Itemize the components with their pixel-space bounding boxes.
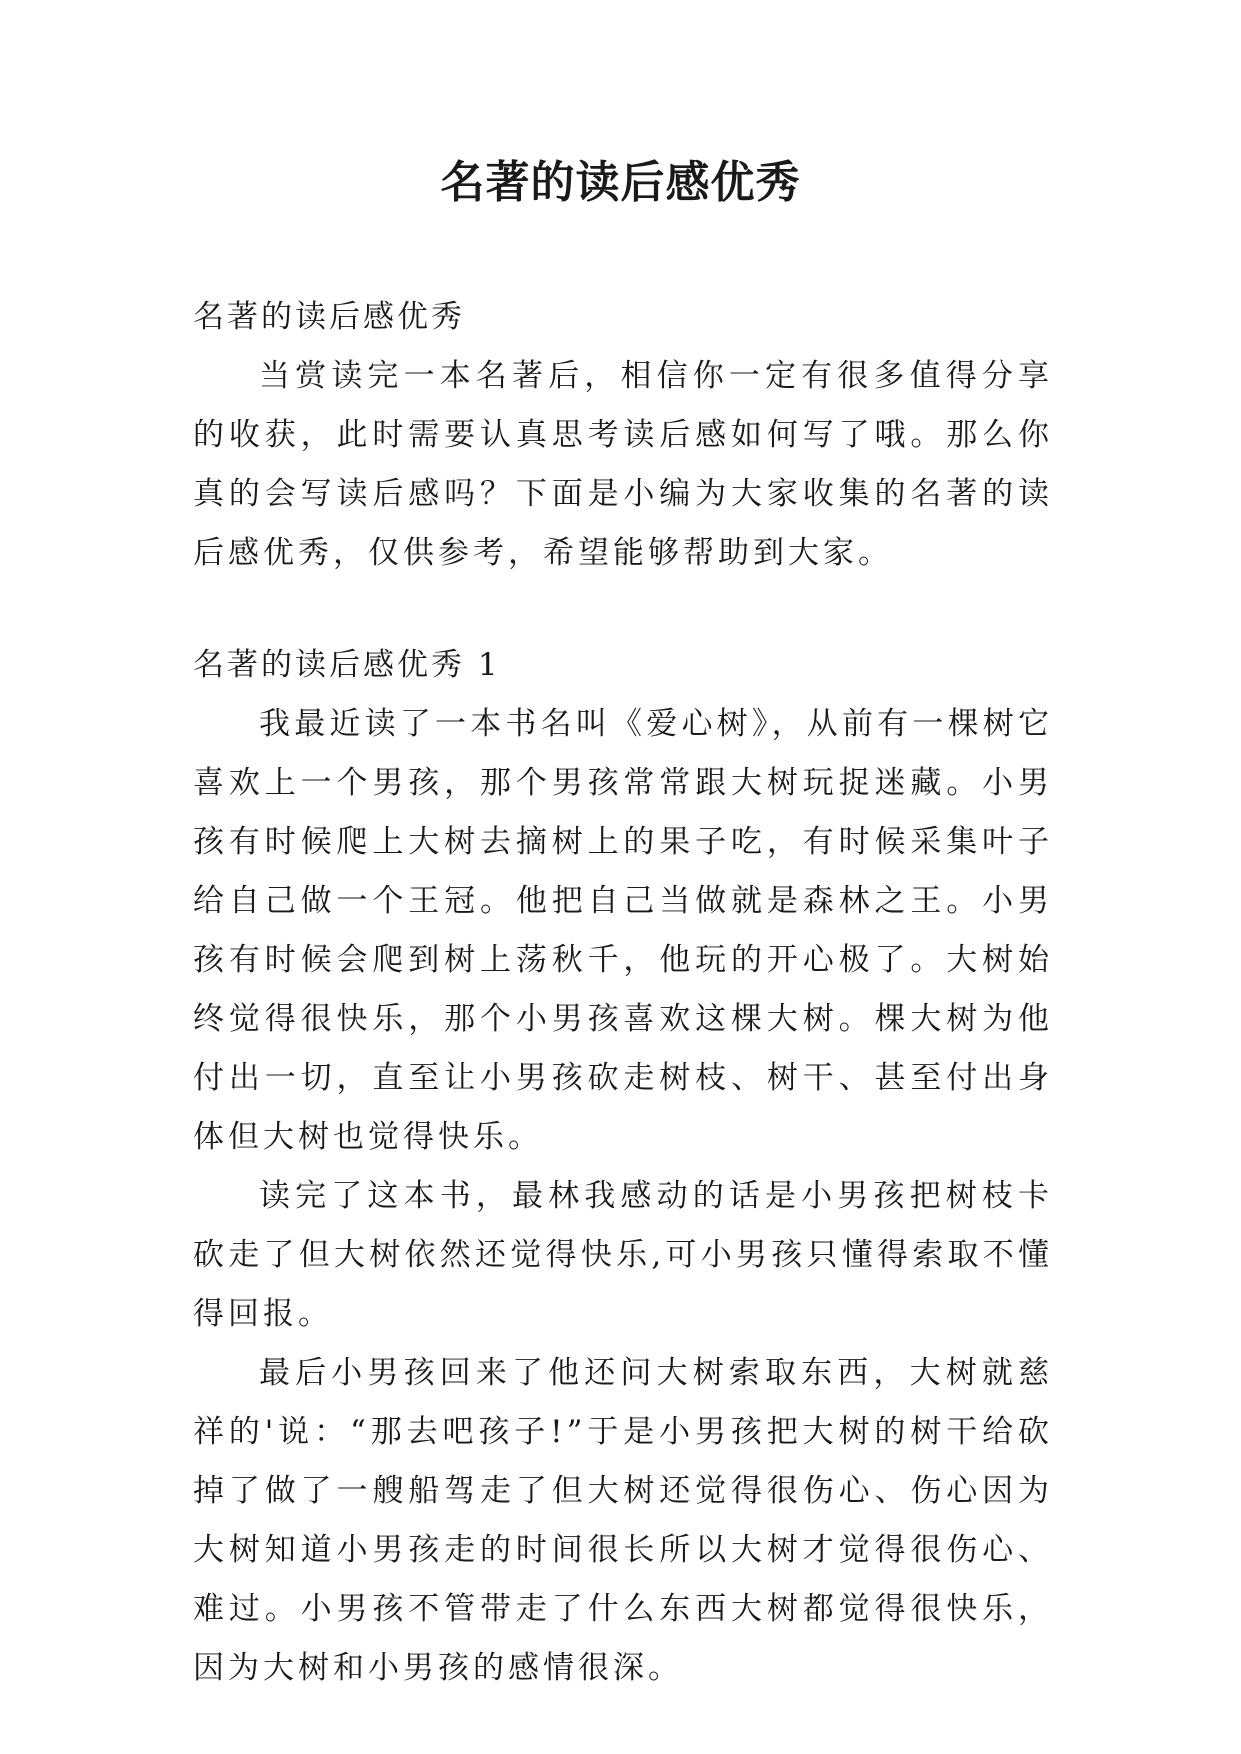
document-title: 名著的读后感优秀: [440, 157, 801, 208]
intro-section: [193, 288, 1053, 583]
essay-heading: 名著的读后感优秀 1: [193, 647, 501, 683]
essay-paragraph: 最后小男孩回来了他还问大树索取东西，大树就慈祥的'说：“那去吧孩子!”于是小男孩把大树的树干给砍掉了做了一艘船驾走了但大树还觉得很伤心、伤心因为大树知道小男孩走的时间很长所以大树才觉得很伤心、难过。小男孩不管带走了什么东西大树都觉得很快乐，因为大树和小男孩的感情很深。: [193, 1355, 1053, 1686]
intro-heading: 名著的读后感优秀: [193, 299, 465, 335]
essay-paragraph: 我最近读了一本书名叫《爱心树》，从前有一棵树它喜欢上一个男孩，那个男孩常常跟大树玩捉迷藏。小男孩有时候爬上大树去摘树上的果子吃，有时候采集叶子给自己做一个王冠。他把自己当做就是森林之王。小男孩有时候会爬到树上荡秋千，他玩的开心极了。大树始终觉得很快乐，那个小男孩喜欢这棵大树。棵大树为他付出一切，直至让小男孩砍走树枝、树干、甚至付出身体但大树也觉得快乐。: [193, 706, 1053, 1155]
essay-paragraph: 读完了这本书，最林我感动的话是小男孩把树枝卡砍走了但大树依然还觉得快乐,可小男孩只懂得索取不懂得回报。: [193, 1178, 1053, 1332]
intro-paragraph: 当赏读完一本名著后，相信你一定有很多值得分享的收获，此时需要认真思考读后感如何写了哦。那么你真的会写读后感吗？下面是小编为大家收集的名著的读后感优秀，仅供参考，希望能够帮助到大家。: [193, 358, 1053, 571]
essay-section-1: [193, 636, 1053, 1698]
